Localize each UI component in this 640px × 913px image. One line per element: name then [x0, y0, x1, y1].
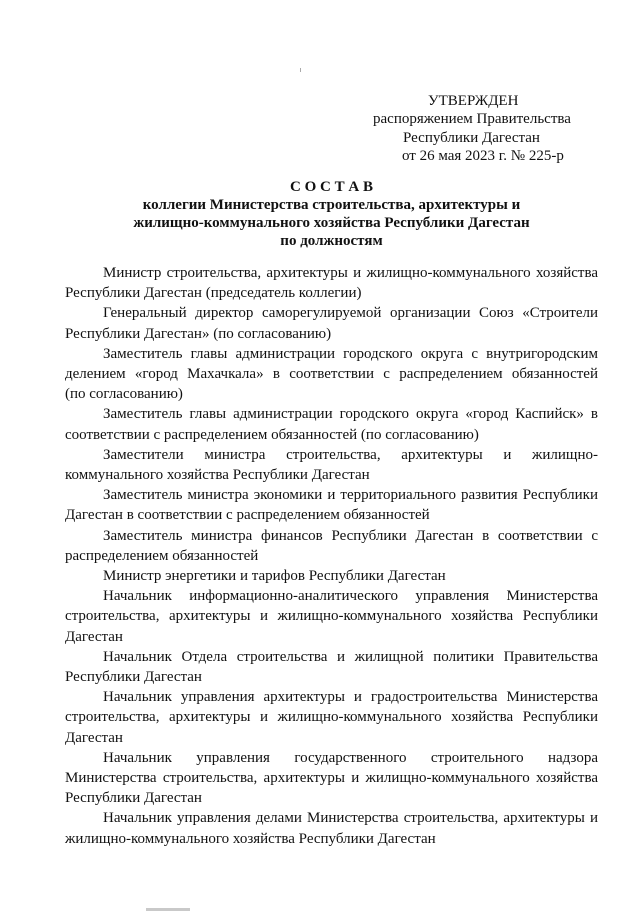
member-line: Министерства строительства, архитектуры и жилищно-коммунального хозяйства: [65, 770, 598, 787]
document-title: [65, 178, 598, 250]
member-line: Республики Дагестан: [65, 790, 202, 807]
member-line: (по согласованию): [65, 386, 183, 403]
member-line: Начальник управления государственного строительного надзора: [103, 749, 598, 766]
member-item: [65, 303, 598, 343]
member-line: Дагестан: [65, 729, 123, 746]
member-item: [65, 647, 598, 687]
title-heading: С О С Т А В: [290, 179, 373, 195]
member-line: строительства, архитектуры и жилищно-коммунального хозяйства Республики: [65, 608, 598, 625]
member-item: [65, 344, 598, 405]
member-item: [65, 445, 598, 485]
member-line: Дагестан: [65, 628, 123, 645]
member-line: Министр энергетики и тарифов Республики Дагестан: [103, 568, 446, 585]
title-line: жилищно-коммунального хозяйства Республики Дагестан: [133, 215, 530, 231]
member-line: Начальник Отдела строительства и жилищной политики Правительства: [103, 648, 598, 665]
member-line: Республики Дагестан» (по согласованию): [65, 325, 332, 342]
member-item: [65, 687, 598, 748]
member-line: Заместители министра строительства, архитектуры и жилищно-: [103, 446, 598, 463]
approval-block: [0, 92, 640, 165]
member-line: Генеральный директор саморегулируемой организации Союз «Строители: [103, 305, 598, 322]
members-list: [65, 263, 598, 849]
member-line: Заместитель главы администрации городского округа «город Каспийск» в: [103, 406, 598, 423]
member-line: Начальник управления делами Министерства строительства, архитектуры и: [103, 810, 598, 827]
member-line: распределением обязанностей: [65, 547, 259, 564]
member-item: [65, 808, 598, 848]
approval-line: распоряжением Правительства: [373, 111, 571, 128]
approval-title: УТВЕРЖДЕН: [428, 93, 519, 109]
member-item: [65, 404, 598, 444]
approval-line: Республики Дагестан: [403, 129, 540, 146]
member-line: Министр строительства, архитектуры и жилищно-коммунального хозяйства: [103, 265, 598, 281]
member-item: [65, 748, 598, 809]
member-line: делением «город Махачкала» в соответствии с распределением обязанностей: [65, 366, 598, 383]
member-line: Республики Дагестан (председатель коллегии): [65, 285, 362, 302]
member-line: Начальник управления архитектуры и градостроительства Министерства: [103, 689, 598, 706]
member-item: [65, 263, 598, 303]
member-line: коммунального хозяйства Республики Дагестан: [65, 467, 370, 484]
member-line: Дагестан в соответствии с распределением обязанностей: [65, 507, 430, 524]
scan-mark: [300, 68, 301, 72]
member-line: Заместитель министра экономики и территориального развития Республики: [103, 487, 598, 504]
member-line: Заместитель министра финансов Республики Дагестан в соответствии с: [103, 527, 598, 544]
member-line: Заместитель главы администрации городского округа с внутригородским: [103, 345, 598, 362]
member-line: Начальник информационно-аналитического управления Министерства: [103, 588, 598, 605]
member-line: жилищно-коммунального хозяйства Республики Дагестан: [65, 830, 436, 847]
member-item: [65, 566, 598, 586]
scan-mark: [146, 908, 190, 911]
approval-date-number: от 26 мая 2023 г. № 225-р: [402, 147, 564, 164]
member-item: [65, 586, 598, 647]
member-item: [65, 526, 598, 566]
member-item: [65, 485, 598, 525]
title-line: коллегии Министерства строительства, архитектуры и: [142, 197, 521, 213]
title-line: по должностям: [280, 233, 383, 249]
member-line: строительства, архитектуры и жилищно-коммунального хозяйства Республики: [65, 709, 598, 726]
member-line: Республики Дагестан: [65, 669, 202, 686]
member-line: соответствии с распределением обязанностей (по согласованию): [65, 426, 479, 443]
